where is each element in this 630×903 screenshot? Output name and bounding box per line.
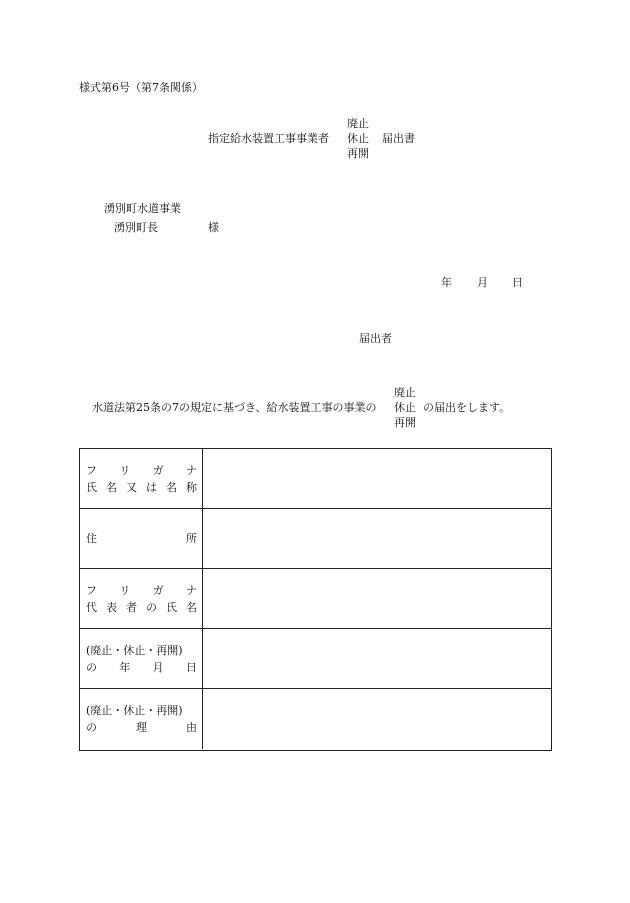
name-furigana-row — [80, 449, 551, 509]
label-char: の — [86, 660, 97, 674]
label-char: (廃止・休止・再開) — [86, 643, 183, 657]
label-char: の — [86, 721, 97, 734]
label-char: フ — [86, 583, 97, 597]
label-line — [86, 582, 197, 599]
label-char: 由 — [186, 721, 197, 734]
addressee-honorific: 様 — [208, 221, 219, 234]
row-value-field[interactable] — [203, 449, 551, 508]
title-suffix: 届出書 — [382, 132, 415, 145]
form-table — [79, 448, 552, 751]
label-char: ガ — [152, 463, 164, 477]
statement-options — [394, 385, 416, 430]
label-char: 所 — [186, 532, 197, 545]
label-char: の — [146, 600, 157, 614]
statement-option-resume: 再開 — [394, 416, 416, 429]
statement-before: 水道法第25条の7の規定に基づき、給水装置工事の事業の — [92, 401, 377, 414]
date-of-change-row — [80, 629, 551, 689]
label-line — [86, 719, 197, 736]
row-label — [80, 629, 203, 688]
label-char: リ — [119, 583, 131, 597]
row-label — [80, 449, 203, 508]
title-option-resume: 再開 — [347, 147, 369, 160]
row-value-field[interactable] — [203, 569, 551, 628]
statement-after: の届出をします。 — [423, 401, 511, 414]
label-char: 代 — [86, 600, 97, 614]
label-char: ナ — [185, 583, 197, 597]
address-row — [80, 509, 551, 569]
label-char: 名 — [106, 480, 117, 494]
representative-row — [80, 569, 551, 629]
label-char: 月 — [152, 660, 164, 674]
row-value-field[interactable] — [203, 689, 551, 749]
date-day-label: 日 — [512, 276, 523, 289]
title-option-abolish: 廃止 — [347, 117, 369, 130]
label-line — [86, 702, 197, 719]
title-option-suspend: 休止 — [347, 132, 369, 145]
label-char: リ — [119, 463, 131, 477]
statement-option-abolish: 廃止 — [394, 386, 416, 399]
label-char: 名 — [166, 480, 177, 494]
row-value-field[interactable] — [203, 629, 551, 688]
statement-option-suspend: 休止 — [394, 401, 416, 414]
row-label — [80, 509, 203, 568]
label-char: 氏 — [166, 600, 177, 614]
title-options — [347, 116, 369, 161]
label-char: は — [146, 480, 157, 494]
label-char: ガ — [152, 583, 164, 597]
label-char: 年 — [119, 660, 131, 674]
date-year-label: 年 — [441, 276, 452, 289]
label-char: 日 — [185, 660, 197, 674]
date-month-label: 月 — [477, 276, 488, 289]
label-line — [86, 479, 197, 496]
label-char: 氏 — [86, 480, 97, 494]
label-line — [86, 659, 197, 676]
notifier-label: 届出者 — [359, 332, 392, 345]
label-char: 住 — [86, 532, 97, 545]
label-line — [86, 642, 197, 659]
label-char: 名 — [186, 600, 197, 614]
form-number: 様式第6号（第7条関係） — [79, 81, 203, 94]
label-char: 理 — [136, 721, 147, 734]
row-label — [80, 569, 203, 628]
row-label — [80, 689, 203, 749]
label-line — [86, 462, 197, 479]
label-line — [86, 599, 197, 616]
label-char: フ — [86, 463, 97, 477]
label-char: 又 — [126, 480, 137, 494]
label-char: 称 — [186, 480, 197, 494]
label-char: 表 — [106, 600, 117, 614]
label-char: 者 — [126, 600, 137, 614]
row-value-field[interactable] — [203, 509, 551, 568]
addressee-organization: 湧別町水道事業 — [104, 202, 181, 215]
label-char: ナ — [185, 463, 197, 477]
title-prefix: 指定給水装置工事事業者 — [208, 132, 329, 145]
label-char: (廃止・休止・再開) — [86, 704, 183, 717]
reason-row — [80, 689, 551, 749]
addressee-recipient: 湧別町長 — [114, 221, 158, 234]
label-line — [86, 530, 197, 547]
